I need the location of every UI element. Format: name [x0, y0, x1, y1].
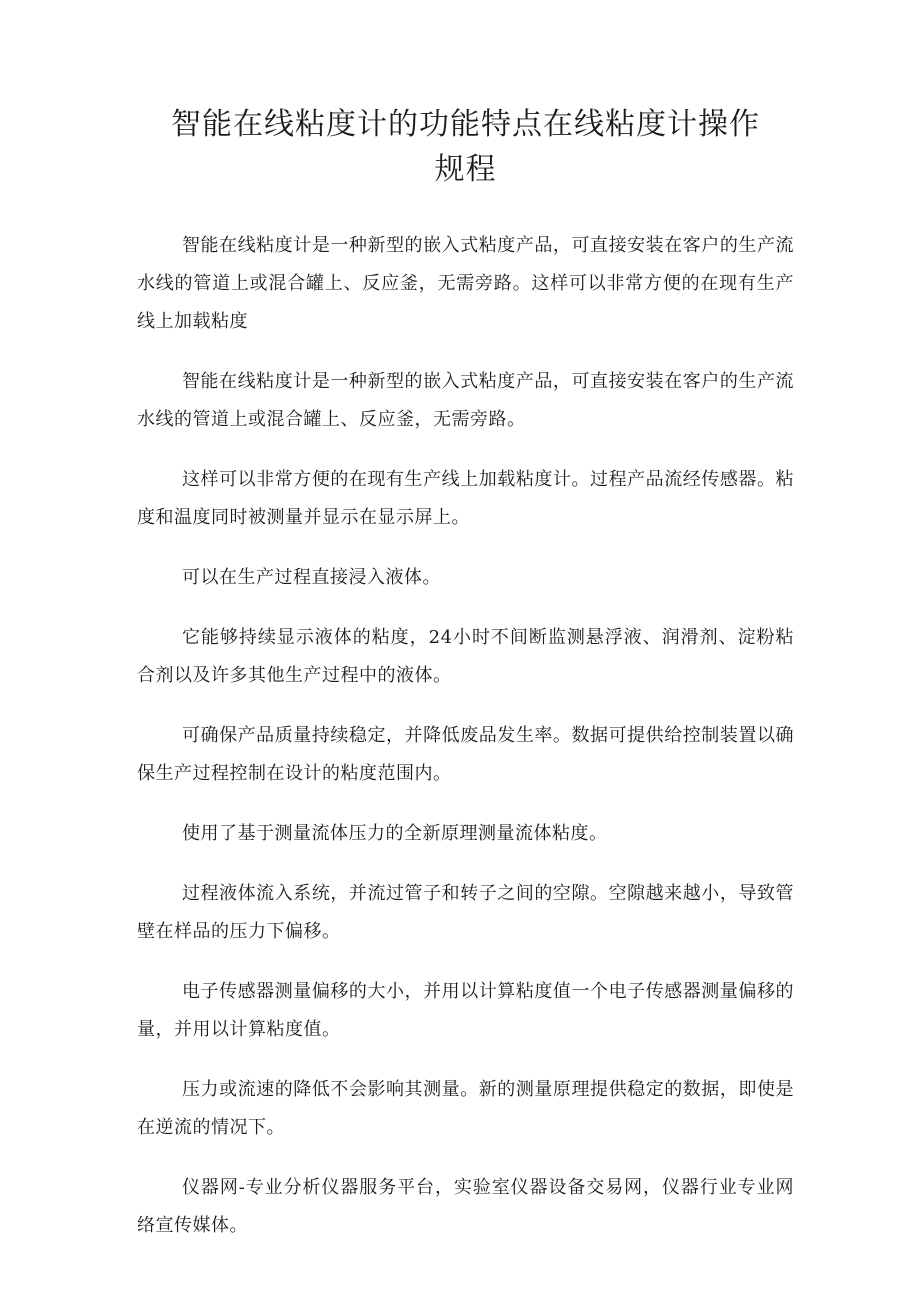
paragraph-3: 这样可以非常方便的在现有生产线上加载粘度计。过程产品流经传感器。粘度和温度同时被测量并显示在显示屏上。 [137, 469, 794, 528]
document-body [137, 227, 794, 1245]
paragraph-7: 使用了基于测量流体压力的全新原理测量流体粘度。 [182, 823, 608, 844]
title-line-2: 规程 [434, 152, 497, 187]
paragraph-9: 电子传感器测量偏移的大小，并用以计算粘度值一个电子传感器测量偏移的量，并用以计算粘度值。 [137, 981, 794, 1040]
paragraph-5: 它能够持续显示液体的粘度，24小时不间断监测悬浮液、润滑剂、淀粉粘合剂以及许多其他生产过程中的液体。 [137, 627, 794, 686]
paragraph-10: 压力或流速的降低不会影响其测量。新的测量原理提供稳定的数据，即使是在逆流的情况下。 [137, 1079, 794, 1138]
title-line-1: 智能在线粘度计的功能特点在线粘度计操作 [171, 107, 760, 142]
paragraph-6: 可确保产品质量持续稳定，并降低废品发生率。数据可提供给控制装置以确保生产过程控制在设计的粘度范围内。 [137, 725, 794, 784]
paragraph-8: 过程液体流入系统，并流过管子和转子之间的空隙。空隙越来越小，导致管壁在样品的压力下偏移。 [137, 883, 794, 942]
paragraph-2: 智能在线粘度计是一种新型的嵌入式粘度产品，可直接安装在客户的生产流水线的管道上或混合罐上、反应釜，无需旁路。 [137, 371, 794, 430]
paragraph-11: 仪器网-专业分析仪器服务平台，实验室仪器设备交易网，仪器行业专业网络宣传媒体。 [137, 1177, 794, 1236]
paragraph-1: 智能在线粘度计是一种新型的嵌入式粘度产品，可直接安装在客户的生产流水线的管道上或混合罐上、反应釜，无需旁路。这样可以非常方便的在现有生产线上加载粘度 [137, 235, 794, 332]
document-title [137, 102, 794, 192]
paragraph-4: 可以在生产过程直接浸入液体。 [182, 567, 441, 588]
